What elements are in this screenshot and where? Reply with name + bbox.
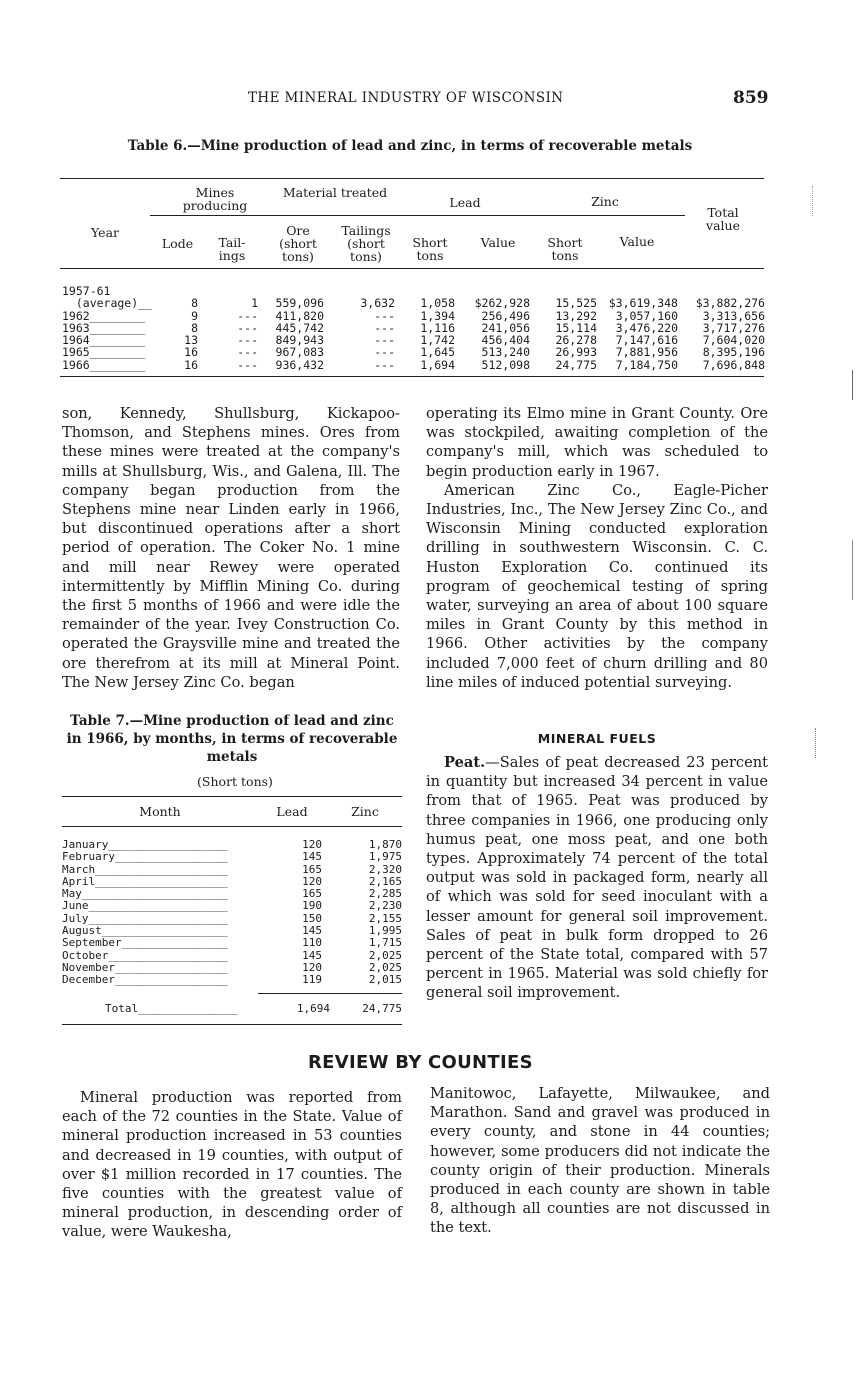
scan-mark-1 <box>812 186 817 216</box>
table7-sum-rule <box>258 993 402 994</box>
table6-lode-column: 8 9 8 13 16 16 <box>184 296 198 372</box>
table6-bottom-rule <box>60 376 764 377</box>
table6-header-lead: Lead <box>449 195 481 210</box>
table7-lead-column: 120 145 165 120 165 190 150 145 110 145 120 119 <box>302 838 322 987</box>
table6-zinc-tons-column: 15,525 13,292 15,114 26,278 26,993 24,775 <box>555 296 597 372</box>
table6-header-zinc-value: Value <box>619 234 655 249</box>
table7-header-rule <box>62 826 402 827</box>
table7-header-zinc: Zinc <box>351 804 379 819</box>
review-heading-right: COUNTIES <box>428 1052 533 1073</box>
scan-mark-2 <box>852 370 854 400</box>
table6-lead-tons-column: 1,058 1,394 1,116 1,742 1,645 1,694 <box>420 296 455 372</box>
table6-header-lead-value: Value <box>480 235 516 250</box>
review-left-paragraph: Mineral production was reported from each of the 72 counties in the State. Value of mineral production increased in 53 counties and decreased in 19 counties, with output of over $1 million recorded in 17 counties. The five counties with the greatest value of mineral production, in descending order of value, were Waukesha, <box>62 1089 402 1241</box>
table6-header-ore: Ore (short tons) <box>279 223 317 264</box>
table7-top-rule <box>62 796 402 797</box>
peat-label: Peat. <box>444 754 486 771</box>
mineral-fuels-heading: MINERAL FUELS <box>537 731 657 746</box>
running-head: THE MINERAL INDUSTRY OF WISCONSIN <box>248 90 564 106</box>
table7-month-column: January__________________ February_________________ March____________________ April____________________ May______________________ June_____________________ July_____________________ August___________________ September________________ October__________________ November_________________ December_________________ <box>62 839 228 987</box>
table6-header-tailings: Tail- ings <box>218 235 246 263</box>
table6-caption: Table 6.—Mine production of lead and zinc, in terms of recoverable metals <box>127 138 693 154</box>
table7-caption: Table 7.—Mine production of lead and zinc in 1966, by months, in terms of recoverable metals <box>66 713 398 765</box>
table6-ore-column: 559,096 411,820 445,742 849,943 967,083 936,432 <box>275 296 324 372</box>
table6-header-lode: Lode <box>161 236 194 251</box>
scan-mark-3 <box>852 540 854 600</box>
review-left-text <box>62 1088 402 1242</box>
review-right-paragraph: Manitowoc, Lafayette, Milwaukee, and Marathon. Sand and gravel was produced in every county, and stone in 44 counties; however, some producers did not indicate the county origin of their production. Minerals produced in each county are shown in table 8, although all counties are not discussed in the text. <box>430 1085 770 1237</box>
table6-header-mines-producing: Mines producing <box>182 185 248 213</box>
table7-zinc-column: 1,870 1,975 2,320 2,165 2,285 2,230 2,155 1,995 1,715 2,025 2,025 2,015 <box>368 838 402 987</box>
table6-header-zinc-tons: Short tons <box>547 235 583 263</box>
right-paragraph-2: American Zinc Co., Eagle-Picher Industries, Inc., The New Jersey Zinc Co., and Wisconsin Mining conducted exploration drilling in southwestern Wisconsin. C. C. Huston Exploration Co. continued its program of geochemical testing of spring water, surveying an area of about 100 square miles in Grant County by this method in 1966. Other activities by the company included 7,000 feet of churn drilling and 80 line miles of induced potential surveying. <box>426 481 768 691</box>
right-column-text <box>426 404 768 692</box>
peat-text: —Sales of peat decreased 23 percent in quantity but increased 34 percent in value from that of 1965. Peat was produced by three companies in 1966, one producing only humus peat, one moss peat, and one both types. Approximately 74 percent of the total output was sold in packaged form, nearly all of which was sold for seed inoculant with a lesser amount for general soil improvement. Sales of peat in bulk form dropped to 26 percent of the State total, compared with 57 percent in 1965. Material was sold chiefly for general soil improvement. <box>426 754 768 1002</box>
table6-top-rule <box>60 178 764 179</box>
table6-zinc-value-column: $3,619,348 3,057,160 3,476,220 7,147,616 7,881,956 7,184,750 <box>608 296 678 372</box>
scan-mark-4 <box>815 728 820 758</box>
review-right-text <box>430 1084 770 1238</box>
table7-total-label: Total_______________ <box>105 1003 238 1015</box>
table6-header-lead-tons: Short tons <box>412 235 448 263</box>
table7-total-lead: 1,694 <box>296 1002 330 1015</box>
table6-year-column: 1957-61 (average)__ 1962________ 1963________ 1964________ 1965________ 1966________ <box>62 284 153 372</box>
table6-header-span-rule <box>150 215 685 216</box>
table6-header-zinc: Zinc <box>591 194 619 209</box>
table6-lead-value-column: $262,928 256,496 241,056 456,404 513,240 512,098 <box>474 296 530 372</box>
page-number: 859 <box>733 88 769 108</box>
table7-header-lead: Lead <box>276 804 308 819</box>
table7-unit: (Short tons) <box>197 774 273 789</box>
table6-tailings-tons-column: 3,632 --- --- --- --- --- <box>360 296 395 372</box>
table7-bottom-rule <box>62 1024 402 1025</box>
table6-header-rule <box>60 268 764 269</box>
table6-header-material-treated: Material treated <box>282 185 388 200</box>
table6-total-value-column: $3,882,276 3,313,656 3,717,276 7,604,020 8,395,196 7,696,848 <box>695 296 765 372</box>
table7-total-zinc: 24,775 <box>362 1002 402 1015</box>
right-paragraph-1: operating its Elmo mine in Grant County. Ore was stockpiled, awaiting completion of the company's mill, which was scheduled to begin production early in 1967. <box>426 405 768 480</box>
peat-paragraph <box>426 753 768 1003</box>
table6-tailings-column: 1 --- --- --- --- --- <box>237 296 258 372</box>
left-column-paragraph: son, Kennedy, Shullsburg, Kickapoo-Thomson, and Stephens mines. Ores from these mines were treated at the company's mills at Shullsburg, Wis., and Galena, Ill. The company began production from the Stephens mine near Linden early in 1966, but discontinued operations after a short period of operation. The Coker No. 1 mine and mill near Rewey were operated intermittently by Mifflin Mining Co. during the first 5 months of 1966 and were idle the remainder of the year. Ivey Construction Co. operated the Graysville mine and treated the ore therefrom at its mill at Mineral Point. The New Jersey Zinc Co. began <box>62 405 400 691</box>
table6-header-total-value: Total value <box>706 205 740 233</box>
review-heading-left: REVIEW BY <box>308 1052 422 1073</box>
table6-header-year: Year <box>91 225 119 240</box>
table7-header-month: Month <box>139 804 181 819</box>
table6-header-tailings-tons: Tailings (short tons) <box>341 223 391 264</box>
